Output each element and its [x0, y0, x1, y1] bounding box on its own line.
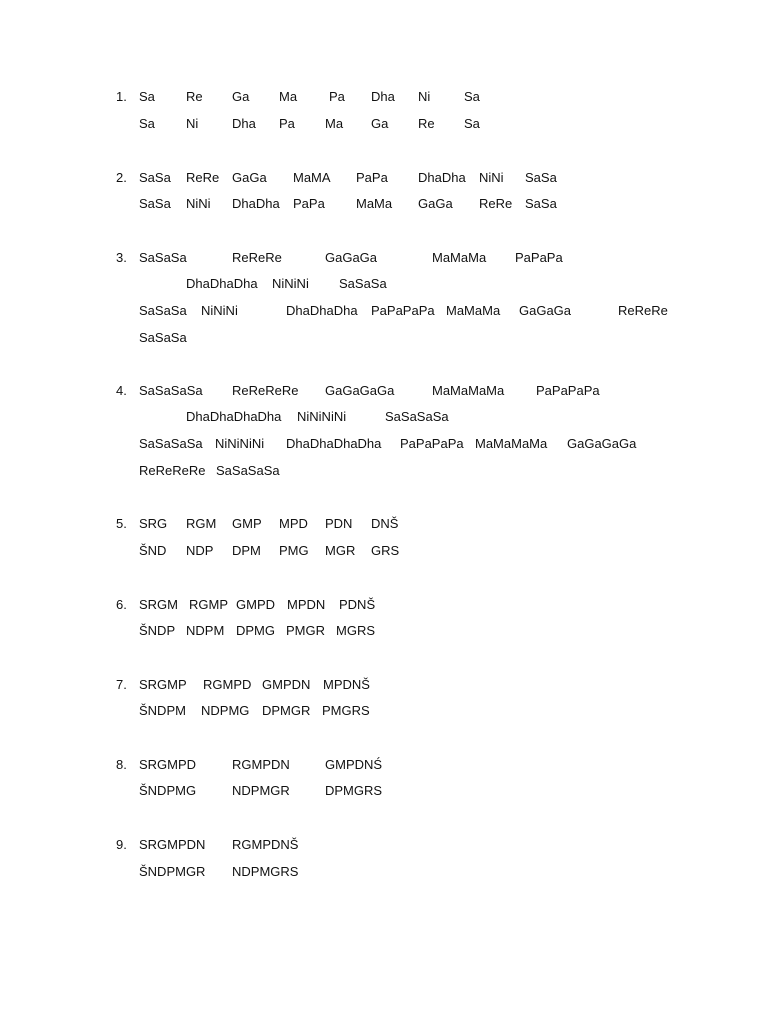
- swara-pattern: Sa: [139, 89, 155, 104]
- swara-pattern: GMPDN: [262, 677, 311, 692]
- swara-pattern: SaSa: [525, 196, 557, 211]
- swara-pattern: ReReReRe: [232, 383, 299, 398]
- swara-pattern: RGMPD: [203, 677, 252, 692]
- swara-pattern: Sa: [464, 116, 480, 131]
- exercise-number: 6.: [116, 597, 127, 612]
- swara-pattern: Ni: [186, 116, 199, 131]
- swara-pattern: SaSaSaSa: [216, 463, 280, 478]
- swara-pattern: MPDN: [287, 597, 326, 612]
- swara-pattern: Sa: [464, 89, 480, 104]
- swara-pattern: SaSa: [139, 170, 171, 185]
- swara-pattern: ŠNDPMGR: [139, 864, 206, 879]
- swara-pattern: GRS: [371, 543, 400, 558]
- swara-pattern: PMGR: [286, 623, 325, 638]
- swara-pattern: NDP: [186, 543, 214, 558]
- swara-pattern: RGM: [186, 516, 217, 531]
- swara-pattern: DPMGRS: [325, 783, 383, 798]
- exercise-number: 3.: [116, 250, 127, 265]
- swara-pattern: PDN: [325, 516, 353, 531]
- swara-pattern: ŠNDP: [139, 623, 176, 638]
- swara-pattern: NiNiNi: [201, 303, 238, 318]
- swara-pattern: MaMa: [356, 196, 393, 211]
- swara-pattern: MaMaMaMa: [432, 383, 505, 398]
- swara-pattern: PMGRS: [322, 703, 370, 718]
- swara-pattern: PaPaPaPa: [371, 303, 435, 318]
- swara-pattern: Dha: [371, 89, 395, 104]
- swara-pattern: NiNi: [479, 170, 504, 185]
- swara-pattern: GaGaGa: [325, 250, 378, 265]
- swara-pattern: PaPaPa: [515, 250, 563, 265]
- swara-pattern: RGMPDN: [232, 757, 290, 772]
- swara-pattern: DhaDhaDhaDha: [186, 409, 282, 424]
- swara-pattern: ReReRe: [232, 250, 282, 265]
- exercise-number: 8.: [116, 757, 127, 772]
- swara-pattern: Ni: [418, 89, 431, 104]
- swara-pattern: SaSaSa: [139, 250, 187, 265]
- swara-pattern: SaSaSaSa: [385, 409, 449, 424]
- swara-pattern: RGMP: [189, 597, 228, 612]
- swara-pattern: NiNiNiNi: [215, 436, 265, 451]
- swara-pattern: PDNŠ: [339, 597, 376, 612]
- swara-pattern: ReReReRe: [139, 463, 206, 478]
- swara-pattern: SRG: [139, 516, 168, 531]
- swara-pattern: DhaDha: [232, 196, 280, 211]
- swara-pattern: SRGMPDN: [139, 837, 206, 852]
- swara-pattern: ReRe: [186, 170, 220, 185]
- swara-pattern: ReReRe: [618, 303, 668, 318]
- swara-pattern: GaGa: [232, 170, 267, 185]
- swara-pattern: DhaDhaDhaDha: [286, 436, 382, 451]
- swara-pattern: PaPa: [293, 196, 325, 211]
- swara-pattern: NiNiNiNi: [297, 409, 347, 424]
- swara-pattern: ŠNDPMG: [139, 783, 197, 798]
- swara-pattern: NDPM: [186, 623, 225, 638]
- swara-pattern: PaPaPaPa: [536, 383, 600, 398]
- swara-pattern: SaSa: [525, 170, 557, 185]
- swara-pattern: Ga: [232, 89, 250, 104]
- swara-pattern: ŠNDPM: [139, 703, 186, 718]
- swara-pattern: Ma: [279, 89, 298, 104]
- swara-pattern: PaPa: [356, 170, 388, 185]
- swara-pattern: Pa: [329, 89, 345, 104]
- exercise-number: 4.: [116, 383, 127, 398]
- swara-pattern: NDPMGR: [232, 783, 290, 798]
- swara-pattern: Ga: [371, 116, 389, 131]
- swara-pattern: SaSaSaSa: [139, 436, 203, 451]
- swara-pattern: MGR: [325, 543, 356, 558]
- swara-pattern: DPMG: [236, 623, 275, 638]
- swara-pattern: DNŠ: [371, 516, 399, 531]
- swara-pattern: Re: [186, 89, 203, 104]
- swara-pattern: NDPMGRS: [232, 864, 299, 879]
- swara-pattern: GMPDNŚ: [325, 757, 383, 772]
- swara-pattern: SaSaSaSa: [139, 383, 203, 398]
- swara-pattern: Sa: [139, 116, 155, 131]
- swara-pattern: SRGMP: [139, 677, 187, 692]
- swara-pattern: GMP: [232, 516, 262, 531]
- swara-pattern: GaGaGa: [519, 303, 572, 318]
- exercise-number: 7.: [116, 677, 127, 692]
- swara-pattern: GMPD: [236, 597, 275, 612]
- swara-pattern: DhaDhaDha: [286, 303, 358, 318]
- swara-pattern: Re: [418, 116, 435, 131]
- swara-pattern: GaGa: [418, 196, 453, 211]
- swara-pattern: SRGM: [139, 597, 178, 612]
- swara-pattern: DPM: [232, 543, 261, 558]
- swara-pattern: SaSaSa: [139, 303, 187, 318]
- swara-pattern: DhaDhaDha: [186, 276, 258, 291]
- swara-pattern: MGRS: [336, 623, 375, 638]
- swara-pattern: GaGaGaGa: [325, 383, 395, 398]
- swara-pattern: NiNiNi: [272, 276, 309, 291]
- swara-pattern: NDPMG: [201, 703, 250, 718]
- swara-pattern: DPMGR: [262, 703, 311, 718]
- swara-pattern: GaGaGaGa: [567, 436, 637, 451]
- swara-pattern: MaMaMa: [432, 250, 487, 265]
- swara-pattern: PMG: [279, 543, 309, 558]
- swara-pattern: RGMPDNŠ: [232, 837, 299, 852]
- swara-pattern: DhaDha: [418, 170, 466, 185]
- swara-pattern: ReRe: [479, 196, 513, 211]
- swara-pattern: SaSaSa: [139, 330, 187, 345]
- exercise-number: 5.: [116, 516, 127, 531]
- swara-pattern: MPDNŠ: [323, 677, 370, 692]
- swara-pattern: MaMaMaMa: [475, 436, 548, 451]
- swara-pattern: SaSaSa: [339, 276, 387, 291]
- exercise-number: 1.: [116, 89, 127, 104]
- exercise-number: 9.: [116, 837, 127, 852]
- swara-pattern: MaMaMa: [446, 303, 501, 318]
- swara-pattern: SaSa: [139, 196, 171, 211]
- swara-pattern: PaPaPaPa: [400, 436, 464, 451]
- swara-pattern: ŠND: [139, 543, 167, 558]
- swara-pattern: MPD: [279, 516, 308, 531]
- swara-pattern: MaMA: [293, 170, 331, 185]
- swara-pattern: Dha: [232, 116, 256, 131]
- swara-pattern: Ma: [325, 116, 344, 131]
- swara-pattern: SRGMPD: [139, 757, 197, 772]
- swara-pattern: Pa: [279, 116, 295, 131]
- exercise-number: 2.: [116, 170, 127, 185]
- swara-pattern: NiNi: [186, 196, 211, 211]
